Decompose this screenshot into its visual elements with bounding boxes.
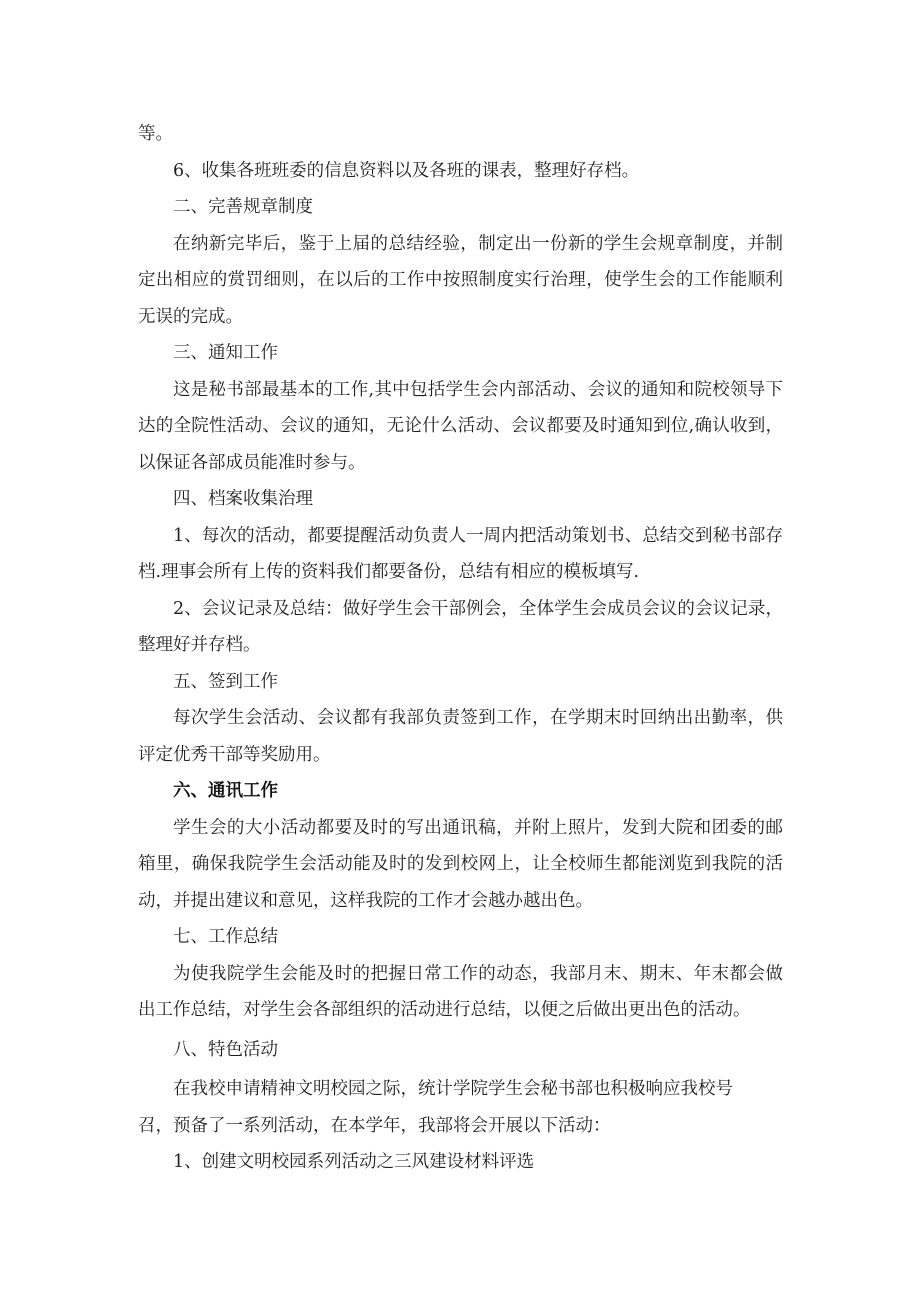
paragraph: 这是秘书部最基本的工作,其中包括学生会内部活动、会议的通知和院校领导下达的全院性活动、会议的通知，无论什么活动、会议都要及时通知到位,确认收到，以保证各部成员能准时参与。 [138,379,783,473]
section-heading: 五、签到工作 [173,671,278,692]
paragraph-continuation: 等。 [138,124,173,144]
section-heading: 三、通知工作 [173,343,278,363]
list-item: 1、每次的活动，都要提醒活动负责人一周内把活动策划书、总结交到秘书部存档.理事会所有上传的资料我们都要备份，总结有相应的模板填写. [138,525,783,582]
list-item: 2、会议记录及总结：做好学生会干部例会，全体学生会成员会议的会议记录，整理好并存档。 [138,598,783,655]
paragraph: 在纳新完毕后，鉴于上届的总结经验，制定出一份新的学生会规章制度，并制定出相应的赏罚细则，在以后的工作中按照制度实行治理，使学生会的工作能顺利无误的完成。 [138,233,783,327]
list-item: 1、创建文明校园系列活动之三风建设材料评选 [173,1152,535,1172]
paragraph-continuation: 召，预备了一系列活动，在本学年，我部将会开展以下活动： [138,1115,611,1136]
paragraph: 在我校申请精神文明校园之际，统计学院学生会秘书部也积极响应我校号 [173,1079,733,1099]
section-heading: 六、通讯工作 [173,781,278,801]
section-heading: 八、特色活动 [173,1039,278,1060]
paragraph: 学生会的大小活动都要及时的写出通讯稿，并附上照片，发到大院和团委的邮箱里，确保我院学生会活动能及时的发到校网上，让全校师生都能浏览到我院的活动，并提出建议和意见，这样我院的工作才会越办越出色。 [138,817,783,911]
document-body [138,116,783,1181]
list-item: 6、收集各班班委的信息资料以及各班的课表，整理好存档。 [173,160,640,181]
paragraph: 每次学生会活动、会议都有我部负责签到工作，在学期末时回纳出出勤率，供评定优秀干部等奖励用。 [138,708,783,765]
section-heading: 四、档案收集治理 [173,489,313,509]
section-heading: 二、完善规章制度 [173,197,313,217]
section-heading: 七、工作总结 [173,927,278,947]
paragraph: 为使我院学生会能及时的把握日常工作的动态，我部月末、期末、年末都会做出工作总结，对学生会各部组织的活动进行总结，以便之后做出更出色的活动。 [138,963,783,1020]
